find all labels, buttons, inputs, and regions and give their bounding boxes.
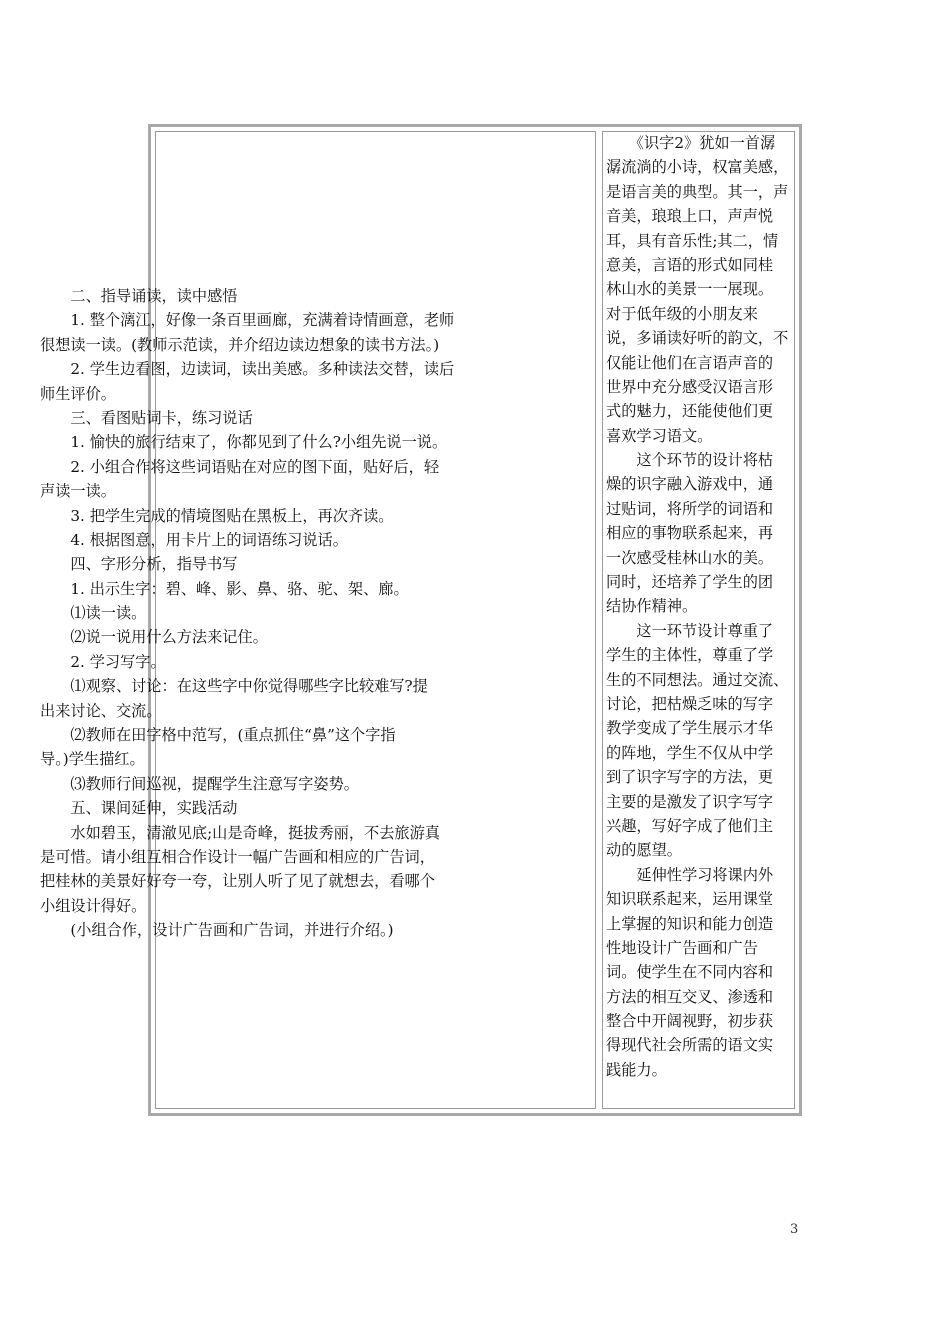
text-line: ⑴观察、讨论：在这些字中你觉得哪些字比较难写?提 xyxy=(40,677,428,696)
design-intent-text xyxy=(606,131,798,1082)
text-line: 的阵地，学生不仅从中学 xyxy=(606,743,774,762)
text-line: 声读一读。 xyxy=(40,482,116,501)
text-line: 教学变成了学生展示才华 xyxy=(606,719,774,738)
text-line: 得现代社会所需的语文实 xyxy=(606,1036,774,1055)
text-line: 主要的是激发了识字写字 xyxy=(606,792,774,811)
text-line: 说，多诵读好听的韵文，不 xyxy=(606,329,789,348)
text-line: (小组合作，设计广告画和广告词，并进行介绍。) xyxy=(40,921,394,940)
text-line: 同时，还培养了学生的团 xyxy=(606,573,774,592)
text-line: 四、字形分析，指导书写 xyxy=(40,555,238,574)
text-line: 4. 根据图意，用卡片上的词语练习说话。 xyxy=(40,530,348,549)
text-line: 是语言美的典型。其一，声 xyxy=(606,182,789,201)
text-line: 相应的事物联系起来，再 xyxy=(606,524,774,543)
text-line: 讨论，把枯燥乏味的写字 xyxy=(606,694,774,713)
text-line: 喜欢学习语文。 xyxy=(606,426,713,445)
text-line: 上掌握的知识和能力创造 xyxy=(606,914,774,933)
text-line: 五、课间延伸，实践活动 xyxy=(40,799,238,818)
text-line: 2. 学习写字。 xyxy=(40,652,166,671)
text-line: 出来讨论、交流。 xyxy=(40,701,162,720)
text-line: 结协作精神。 xyxy=(606,597,698,616)
text-line: 林山水的美景一一展现。 xyxy=(606,280,774,299)
text-line: 1. 愉快的旅行结束了，你都见到了什么?小组先说一说。 xyxy=(40,433,448,452)
text-line: 知识联系起来，运用课堂 xyxy=(606,890,774,909)
text-line: 2. 小组合作将这些词语贴在对应的图下面，贴好后，轻 xyxy=(40,457,440,476)
text-line: 潺流淌的小诗，权富美感， xyxy=(606,158,789,177)
text-line: 学生的主体性，尊重了学 xyxy=(606,646,774,665)
text-line: 一次感受桂林山水的美。 xyxy=(606,548,774,567)
text-line: 耳，具有音乐性;其二，情 xyxy=(606,231,779,250)
text-line: ⑶教师行间巡视，提醒学生注意写字姿势。 xyxy=(40,774,359,793)
text-line: 世界中充分感受汉语言形 xyxy=(606,377,774,396)
text-line: 水如碧玉，清澈见底;山是奇峰，挺拔秀丽，不去旅游真 xyxy=(40,823,440,842)
text-line: 二、指导诵读，读中感悟 xyxy=(40,287,238,305)
text-line: 这一环节设计尊重了 xyxy=(606,621,774,640)
text-line: 意美，言语的形式如同桂 xyxy=(606,255,774,274)
text-line: ⑵教师在田字格中范写，(重点抓住“鼻”这个字指 xyxy=(40,726,396,745)
text-line: 3. 把学生完成的情境图贴在黑板上，再次齐读。 xyxy=(40,506,394,525)
text-line: 三、看图贴词卡，练习说话 xyxy=(40,408,253,427)
text-line: 兴趣，写好字成了他们主 xyxy=(606,816,774,835)
text-line: 对于低年级的小朋友来 xyxy=(606,304,758,323)
text-line: 仅能让他们在言语声音的 xyxy=(606,353,774,372)
text-line: 小组设计得好。 xyxy=(40,896,147,915)
text-line: 践能力。 xyxy=(606,1060,667,1079)
text-line: 《识字2》犹如一首潺 xyxy=(606,134,776,152)
text-line: 把桂林的美景好好夸一夸，让别人听了见了就想去，看哪个 xyxy=(40,872,435,891)
text-line: 1. 整个漓江，好像一条百里画廊，充满着诗情画意，老师 xyxy=(40,311,455,330)
text-line: 燥的识字融入游戏中，通 xyxy=(606,475,774,494)
text-line: 这个环节的设计将枯 xyxy=(606,451,774,470)
text-line: 性地设计广告画和广告 xyxy=(606,938,758,957)
text-line: 过贴词，将所学的词语和 xyxy=(606,499,774,518)
text-line: 词。使学生在不同内容和 xyxy=(606,963,774,982)
text-line: 延伸性学习将课内外 xyxy=(606,865,774,884)
text-line: 2. 学生边看图，边读词，读出美感。多种读法交替，读后 xyxy=(40,360,455,379)
text-line: ⑵说一说用什么方法来记住。 xyxy=(40,628,268,647)
text-line: ⑴读一读。 xyxy=(40,604,147,623)
text-line: 是可惜。请小组互相合作设计一幅广告画和相应的广告词， xyxy=(40,847,435,866)
text-line: 方法的相互交叉、渗透和 xyxy=(606,987,774,1006)
text-line: 很想读一读。(教师示范读，并介绍边读边想象的读书方法。) xyxy=(40,335,440,354)
text-line: 师生评价。 xyxy=(40,384,116,403)
text-line: 音美，琅琅上口，声声悦 xyxy=(606,207,774,226)
text-line: 整合中开阔视野，初步获 xyxy=(606,1012,774,1031)
text-line: 生的不同想法。通过交流、 xyxy=(606,670,789,689)
text-line: 导。)学生描红。 xyxy=(40,750,145,769)
text-line: 动的愿望。 xyxy=(606,841,682,860)
text-line: 1. 出示生字：碧、峰、影、鼻、骆、驼、架、廊。 xyxy=(40,579,409,598)
page-number: 3 xyxy=(790,1222,799,1237)
text-line: 式的魅力，还能使他们更 xyxy=(606,402,774,421)
teaching-process-text xyxy=(40,284,478,943)
text-line: 到了识字写字的方法，更 xyxy=(606,768,774,787)
